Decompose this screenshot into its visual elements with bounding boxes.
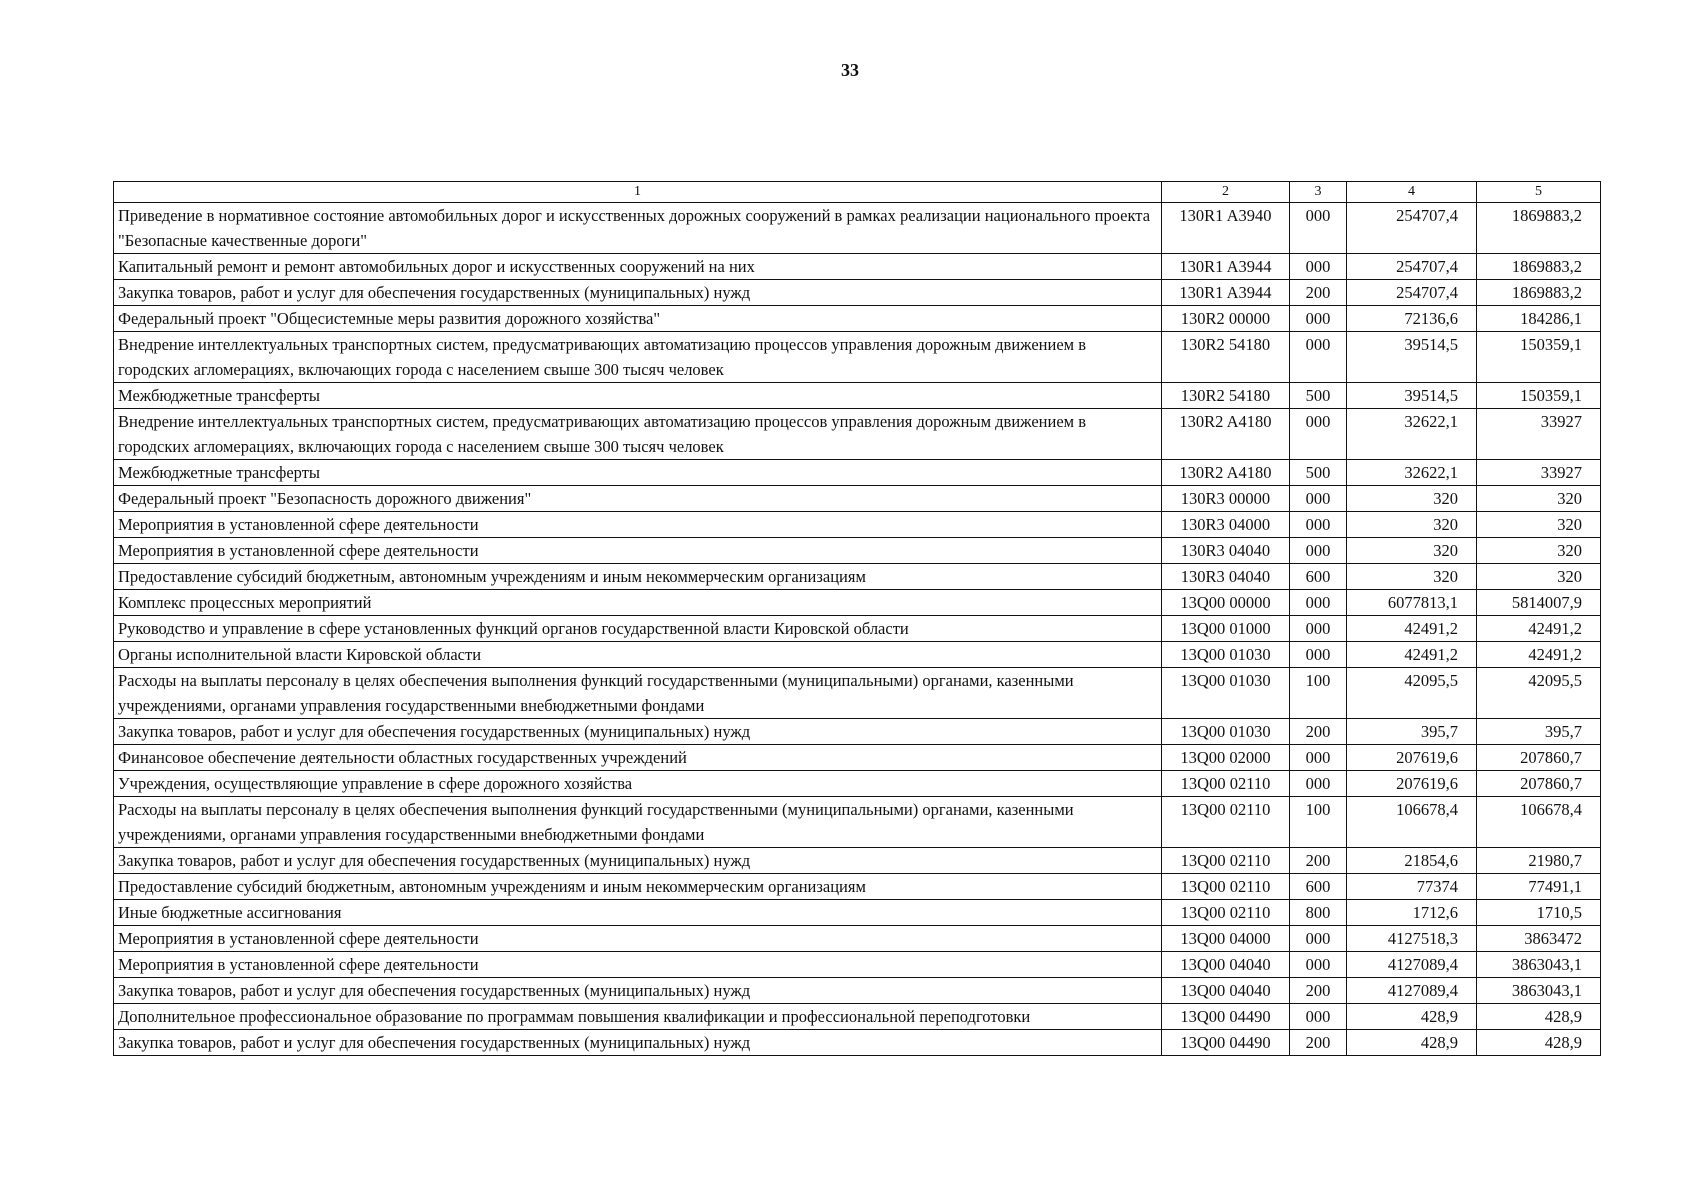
row-code: 130R2 00000 [1162, 306, 1290, 332]
row-amount-2: 106678,4 [1477, 797, 1601, 848]
table-row [114, 1004, 1601, 1030]
row-amount-1: 320 [1347, 512, 1477, 538]
table-row [114, 460, 1601, 486]
row-name: Межбюджетные трансферты [114, 383, 1162, 409]
row-name: Межбюджетные трансферты [114, 460, 1162, 486]
row-name: Мероприятия в установленной сфере деятельности [114, 538, 1162, 564]
row-expense-type: 800 [1290, 900, 1347, 926]
table-row [114, 306, 1601, 332]
row-amount-2: 1869883,2 [1477, 254, 1601, 280]
row-code: 13Q00 01030 [1162, 719, 1290, 745]
row-amount-2: 3863043,1 [1477, 952, 1601, 978]
row-amount-2: 320 [1477, 564, 1601, 590]
row-name: Федеральный проект "Безопасность дорожного движения" [114, 486, 1162, 512]
row-amount-2: 428,9 [1477, 1030, 1601, 1056]
row-code: 130R3 04000 [1162, 512, 1290, 538]
table-body [114, 203, 1601, 1056]
row-expense-type: 000 [1290, 771, 1347, 797]
row-amount-1: 21854,6 [1347, 848, 1477, 874]
row-amount-1: 32622,1 [1347, 409, 1477, 460]
table-row [114, 486, 1601, 512]
row-name: Капитальный ремонт и ремонт автомобильных дорог и искусственных сооружений на них [114, 254, 1162, 280]
row-code: 13Q00 02000 [1162, 745, 1290, 771]
row-expense-type: 000 [1290, 332, 1347, 383]
row-amount-2: 3863043,1 [1477, 978, 1601, 1004]
row-name: Руководство и управление в сфере установленных функций органов государственной власти Кировской области [114, 616, 1162, 642]
row-expense-type: 000 [1290, 745, 1347, 771]
row-code: 130R1 A3940 [1162, 203, 1290, 254]
row-expense-type: 000 [1290, 538, 1347, 564]
table-row [114, 926, 1601, 952]
row-expense-type: 000 [1290, 306, 1347, 332]
row-amount-1: 207619,6 [1347, 771, 1477, 797]
row-expense-type: 600 [1290, 564, 1347, 590]
row-expense-type: 500 [1290, 460, 1347, 486]
row-amount-1: 39514,5 [1347, 383, 1477, 409]
row-amount-2: 184286,1 [1477, 306, 1601, 332]
row-amount-2: 150359,1 [1477, 383, 1601, 409]
row-amount-1: 106678,4 [1347, 797, 1477, 848]
row-amount-1: 4127089,4 [1347, 978, 1477, 1004]
row-code: 13Q00 02110 [1162, 797, 1290, 848]
row-code: 13Q00 02110 [1162, 900, 1290, 926]
row-expense-type: 000 [1290, 926, 1347, 952]
row-amount-1: 72136,6 [1347, 306, 1477, 332]
row-code: 13Q00 04000 [1162, 926, 1290, 952]
row-code: 130R2 54180 [1162, 332, 1290, 383]
row-expense-type: 000 [1290, 512, 1347, 538]
row-amount-2: 1869883,2 [1477, 280, 1601, 306]
row-code: 13Q00 01030 [1162, 668, 1290, 719]
row-amount-2: 33927 [1477, 409, 1601, 460]
row-amount-1: 4127518,3 [1347, 926, 1477, 952]
table-row [114, 564, 1601, 590]
row-amount-2: 207860,7 [1477, 771, 1601, 797]
column-header-code: 2 [1162, 182, 1290, 203]
row-amount-1: 42491,2 [1347, 642, 1477, 668]
row-name: Мероприятия в установленной сфере деятельности [114, 512, 1162, 538]
row-code: 13Q00 02110 [1162, 848, 1290, 874]
row-amount-2: 428,9 [1477, 1004, 1601, 1030]
row-name: Комплекс процессных мероприятий [114, 590, 1162, 616]
column-header-amount-1: 4 [1347, 182, 1477, 203]
row-amount-1: 428,9 [1347, 1004, 1477, 1030]
table-row [114, 280, 1601, 306]
row-amount-2: 1710,5 [1477, 900, 1601, 926]
row-name: Иные бюджетные ассигнования [114, 900, 1162, 926]
table-row [114, 616, 1601, 642]
column-header-name: 1 [114, 182, 1162, 203]
table-row [114, 409, 1601, 460]
row-amount-1: 1712,6 [1347, 900, 1477, 926]
table-row [114, 383, 1601, 409]
row-amount-2: 320 [1477, 486, 1601, 512]
row-amount-1: 39514,5 [1347, 332, 1477, 383]
row-expense-type: 000 [1290, 590, 1347, 616]
row-amount-1: 395,7 [1347, 719, 1477, 745]
row-expense-type: 500 [1290, 383, 1347, 409]
row-amount-1: 320 [1347, 538, 1477, 564]
row-amount-1: 42491,2 [1347, 616, 1477, 642]
row-amount-2: 3863472 [1477, 926, 1601, 952]
row-code: 130R1 A3944 [1162, 280, 1290, 306]
row-name: Расходы на выплаты персоналу в целях обеспечения выполнения функций государственными (муниципальными) органами, казенными учреждениями, органами управления государственными внебюджетными фондами [114, 668, 1162, 719]
row-code: 130R1 A3944 [1162, 254, 1290, 280]
row-amount-1: 6077813,1 [1347, 590, 1477, 616]
row-name: Мероприятия в установленной сфере деятельности [114, 926, 1162, 952]
row-code: 13Q00 04040 [1162, 952, 1290, 978]
row-amount-2: 33927 [1477, 460, 1601, 486]
row-code: 13Q00 00000 [1162, 590, 1290, 616]
budget-table [113, 181, 1601, 1056]
row-name: Финансовое обеспечение деятельности областных государственных учреждений [114, 745, 1162, 771]
row-name: Закупка товаров, работ и услуг для обеспечения государственных (муниципальных) нужд [114, 1030, 1162, 1056]
row-amount-2: 42491,2 [1477, 616, 1601, 642]
row-name: Федеральный проект "Общесистемные меры развития дорожного хозяйства" [114, 306, 1162, 332]
row-amount-2: 207860,7 [1477, 745, 1601, 771]
row-name: Закупка товаров, работ и услуг для обеспечения государственных (муниципальных) нужд [114, 280, 1162, 306]
row-code: 13Q00 01030 [1162, 642, 1290, 668]
row-code: 13Q00 02110 [1162, 771, 1290, 797]
row-expense-type: 000 [1290, 254, 1347, 280]
row-name: Предоставление субсидий бюджетным, автономным учреждениям и иным некоммерческим организациям [114, 564, 1162, 590]
table-row [114, 538, 1601, 564]
row-amount-1: 77374 [1347, 874, 1477, 900]
column-header-amount-2: 5 [1477, 182, 1601, 203]
table-row [114, 797, 1601, 848]
table-row [114, 1030, 1601, 1056]
row-name: Внедрение интеллектуальных транспортных систем, предусматривающих автоматизацию процессов управления дорожным движением в городских агломерациях, включающих города с населением свыше 300 тысяч человек [114, 332, 1162, 383]
row-name: Предоставление субсидий бюджетным, автономным учреждениям и иным некоммерческим организациям [114, 874, 1162, 900]
table-row [114, 203, 1601, 254]
row-expense-type: 600 [1290, 874, 1347, 900]
row-name: Мероприятия в установленной сфере деятельности [114, 952, 1162, 978]
row-expense-type: 000 [1290, 486, 1347, 512]
row-amount-2: 395,7 [1477, 719, 1601, 745]
row-code: 130R3 04040 [1162, 538, 1290, 564]
row-expense-type: 100 [1290, 797, 1347, 848]
row-amount-2: 42095,5 [1477, 668, 1601, 719]
column-header-type: 3 [1290, 182, 1347, 203]
table-row [114, 848, 1601, 874]
row-expense-type: 200 [1290, 280, 1347, 306]
table-row [114, 900, 1601, 926]
row-name: Внедрение интеллектуальных транспортных систем, предусматривающих автоматизацию процессов управления дорожным движением в городских агломерациях, включающих города с населением свыше 300 тысяч человек [114, 409, 1162, 460]
row-code: 130R2 A4180 [1162, 409, 1290, 460]
row-name: Закупка товаров, работ и услуг для обеспечения государственных (муниципальных) нужд [114, 719, 1162, 745]
row-code: 130R2 A4180 [1162, 460, 1290, 486]
row-code: 13Q00 02110 [1162, 874, 1290, 900]
row-expense-type: 000 [1290, 409, 1347, 460]
row-code: 130R3 00000 [1162, 486, 1290, 512]
row-expense-type: 100 [1290, 668, 1347, 719]
table-row [114, 668, 1601, 719]
row-amount-1: 320 [1347, 564, 1477, 590]
row-expense-type: 200 [1290, 1030, 1347, 1056]
row-expense-type: 200 [1290, 719, 1347, 745]
row-code: 130R3 04040 [1162, 564, 1290, 590]
table-row [114, 642, 1601, 668]
row-amount-1: 254707,4 [1347, 203, 1477, 254]
row-amount-1: 32622,1 [1347, 460, 1477, 486]
row-code: 13Q00 04040 [1162, 978, 1290, 1004]
row-amount-2: 5814007,9 [1477, 590, 1601, 616]
page-number: 33 [841, 60, 859, 80]
row-amount-1: 42095,5 [1347, 668, 1477, 719]
row-code: 13Q00 01000 [1162, 616, 1290, 642]
table-row [114, 952, 1601, 978]
row-amount-1: 428,9 [1347, 1030, 1477, 1056]
row-expense-type: 000 [1290, 1004, 1347, 1030]
table-row [114, 512, 1601, 538]
table-row [114, 332, 1601, 383]
table-row [114, 978, 1601, 1004]
table-row [114, 745, 1601, 771]
header-row [114, 182, 1601, 203]
row-code: 13Q00 04490 [1162, 1004, 1290, 1030]
row-expense-type: 200 [1290, 848, 1347, 874]
row-expense-type: 200 [1290, 978, 1347, 1004]
row-expense-type: 000 [1290, 642, 1347, 668]
row-amount-1: 254707,4 [1347, 254, 1477, 280]
row-name: Дополнительное профессиональное образование по программам повышения квалификации и профессиональной переподготовки [114, 1004, 1162, 1030]
row-amount-2: 42491,2 [1477, 642, 1601, 668]
row-name: Закупка товаров, работ и услуг для обеспечения государственных (муниципальных) нужд [114, 848, 1162, 874]
row-amount-1: 320 [1347, 486, 1477, 512]
row-expense-type: 000 [1290, 616, 1347, 642]
table-row [114, 590, 1601, 616]
row-name: Учреждения, осуществляющие управление в сфере дорожного хозяйства [114, 771, 1162, 797]
row-amount-1: 254707,4 [1347, 280, 1477, 306]
row-code: 130R2 54180 [1162, 383, 1290, 409]
row-name: Закупка товаров, работ и услуг для обеспечения государственных (муниципальных) нужд [114, 978, 1162, 1004]
row-expense-type: 000 [1290, 952, 1347, 978]
row-amount-1: 4127089,4 [1347, 952, 1477, 978]
row-name: Приведение в нормативное состояние автомобильных дорог и искусственных дорожных сооружений в рамках реализации национального проекта "Безопасные качественные дороги" [114, 203, 1162, 254]
table-row [114, 719, 1601, 745]
row-amount-2: 150359,1 [1477, 332, 1601, 383]
row-amount-2: 21980,7 [1477, 848, 1601, 874]
table-row [114, 254, 1601, 280]
row-amount-2: 320 [1477, 512, 1601, 538]
row-amount-2: 77491,1 [1477, 874, 1601, 900]
row-amount-1: 207619,6 [1347, 745, 1477, 771]
table-row [114, 874, 1601, 900]
table-row [114, 771, 1601, 797]
row-name: Расходы на выплаты персоналу в целях обеспечения выполнения функций государственными (муниципальными) органами, казенными учреждениями, органами управления государственными внебюджетными фондами [114, 797, 1162, 848]
row-amount-2: 1869883,2 [1477, 203, 1601, 254]
row-expense-type: 000 [1290, 203, 1347, 254]
row-name: Органы исполнительной власти Кировской области [114, 642, 1162, 668]
row-amount-2: 320 [1477, 538, 1601, 564]
row-code: 13Q00 04490 [1162, 1030, 1290, 1056]
